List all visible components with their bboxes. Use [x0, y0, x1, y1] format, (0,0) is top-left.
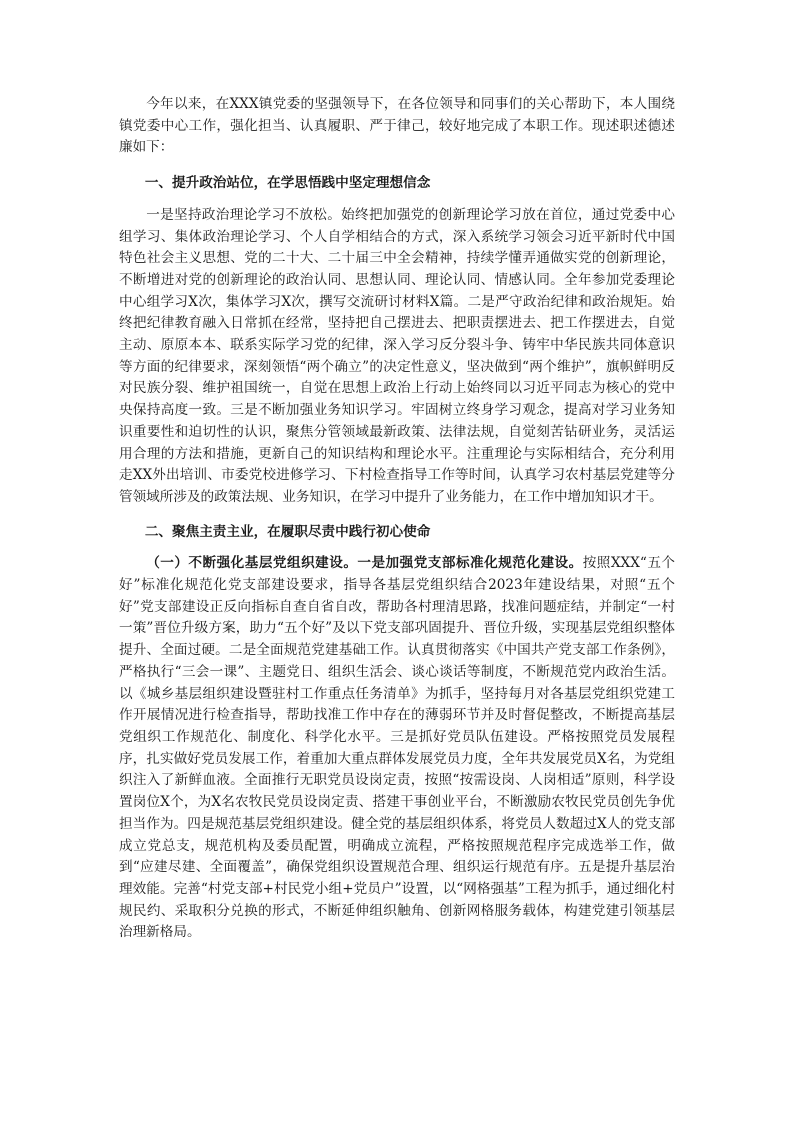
section2-heading: 二、聚焦主责主业，在履职尽责中践行初心使命	[144, 523, 431, 540]
section1-heading: 一、提升政治站位，在学思悟践中坚定理想信念	[144, 175, 431, 192]
section2-paragraph	[119, 553, 675, 944]
subsection1-body: 按照XXX“五个好”标准化规范化党支部建设要求，指导各基层党组织结合2023年建设结果，对照“五个好”党支部建设正反向指标自查自省自改，帮助各村理清思路，找准问题症结，并制定“一村一策”晋位升级方案，助力“五个好”及以下党支部巩固提升、晋位升级，实现基层党组织整体提升、全面过硬。二是全面规范党建基础工作。认真贯彻落实《中国共产党支部工作条例》，严格执行“三会一课”、主题党日、组织生活会、谈心谈话等制度，不断规范党内政治生活。以《城乡基层组织建设暨驻村工作重点任务清单》为抓手，坚持每月对各基层党组织党建工作开展情况进行检查指导，帮助找准工作中存在的薄弱环节并及时督促整改，不断提高基层党组织工作规范化、制度化、科学化水平。三是抓好党员队伍建设。严格按照党员发展程序，扎实做好党员发展工作，着重加大重点群体发展党员力度，全年共发展党员X名，为党组织注入了新鲜血液。全面推行无职党员设岗定责，按照“按需设岗、人岗相适”原则，科学设置岗位X个，为X名农牧民党员设岗定责、搭建干事创业平台，不断激励农牧民党员创先争优担当作为。四是规范基层党组织建设。健全党的基层组织体系，将党员人数超过X人的党支部成立党总支，规范机构及委员配置，明确成立流程，严格按照规范程序完成选举工作，做到“应建尽建、全面覆盖”，确保党组织设置规范合理、组织运行规范有序。五是提升基层治理效能。完善“村党支部+村民党小组+党员户”设置，以“网格强基”工程为抓手，通过细化村规民约、采取积分兑换的形式，不断延伸组织触角、创新网格服务载体，构建党建引领基层治理新格局。	[119, 555, 676, 941]
document-page	[119, 94, 675, 944]
intro-paragraph: 今年以来，在XXX镇党委的坚强领导下，在各位领导和同事们的关心帮助下，本人围绕镇党委中心工作，强化担当、认真履职、严于律己，较好地完成了本职工作。现述职述德述廉如下：	[119, 96, 675, 156]
subsection1-heading: （一）不断强化基层党组织建设。一是加强党支部标准化规范化建设。	[146, 555, 583, 572]
spacer	[119, 159, 675, 169]
spacer	[119, 509, 675, 518]
section1-paragraph: 一是坚持政治理论学习不放松。始终把加强党的创新理论学习放在首位，通过党委中心组学习、集体政治理论学习、个人自学相结合的方式，深入系统学习领会习近平新时代中国特色社会主义思想、党的二十大、二十届三中全会精神，持续学懂弄通做实党的创新理论，不断增进对党的创新理论的政治认同、思想认同、理论认同、情感认同。全年参加党委理论中心组学习X次，集体学习X次，撰写交流研讨材料X篇。二是严守政治纪律和政治规矩。始终把纪律教育融入日常抓在经常，坚持把自己摆进去、把职责摆进去、把工作摆进去，自觉主动、原原本本、联系实际学习党的纪律，深入学习反分裂斗争、铸牢中华民族共同体意识等方面的纪律要求，深刻领悟“两个确立”的决定性意义，坚决做到“两个维护”，旗帜鲜明反对民族分裂、维护祖国统一，自觉在思想上政治上行动上始终同以习近平同志为核心的党中央保持高度一致。三是不断加强业务知识学习。牢固树立终身学习观念，提高对学习业务知识重要性和迫切性的认识，聚焦分管领域最新政策、法律法规，自觉刻苦钻研业务，灵活运用合理的方法和措施，更新自己的知识结构和理论水平。注重理论与实际相结合，充分利用走XX外出培训、市委党校进修学习、下村检查指导工作等时间，认真学习农村基层党建等分管领域所涉及的政策法规、业务知识，在学习中提升了业务能力，在工作中增加知识才干。	[119, 206, 675, 505]
